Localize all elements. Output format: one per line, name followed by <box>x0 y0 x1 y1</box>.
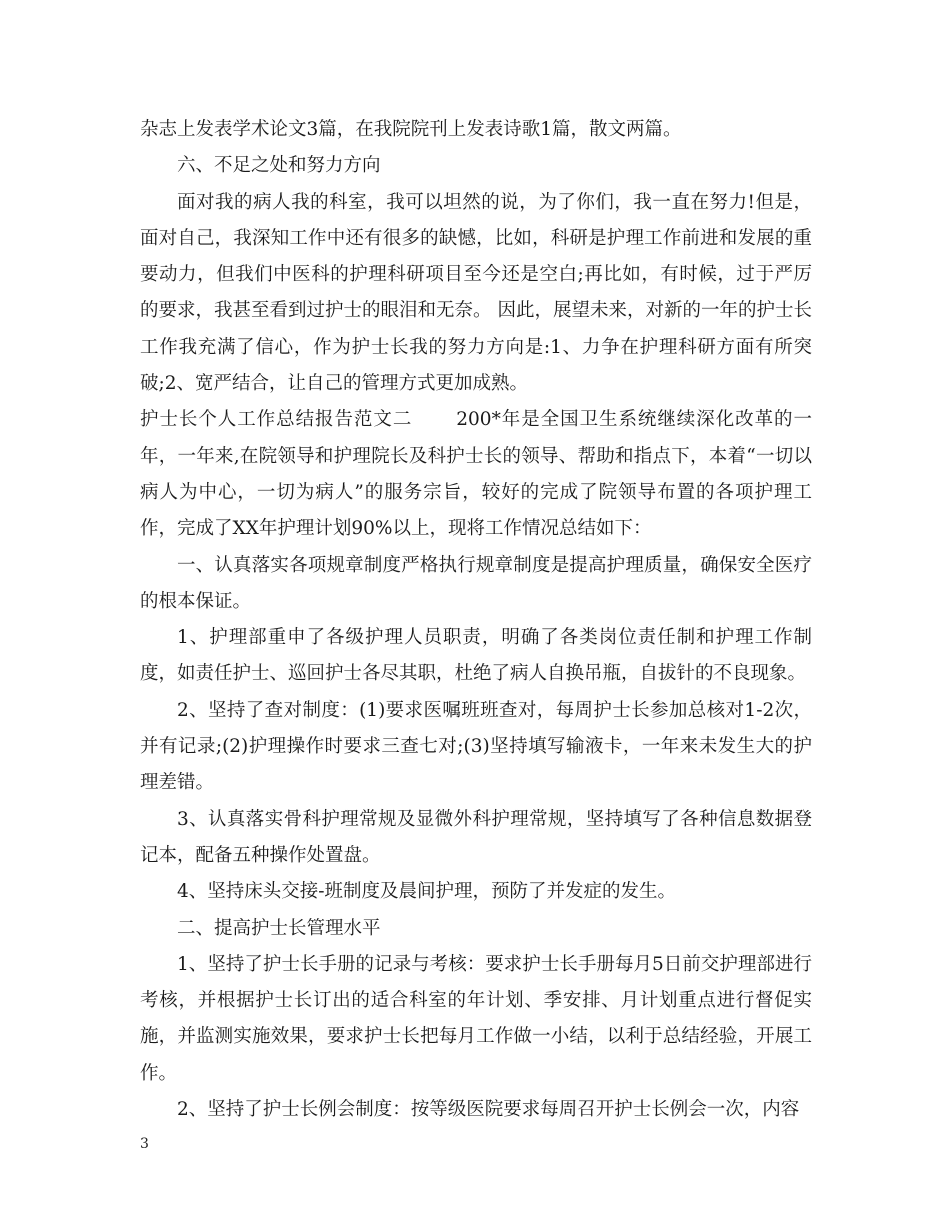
paragraph: 1、护理部重申了各级护理人员职责，明确了各类岗位责任制和护理工作制度，如责任护士、巡回护士各尽其职，杜绝了病人自换吊瓶，自拔针的不良现象。 <box>140 627 812 685</box>
paragraph: 面对我的病人我的科室，我可以坦然的说，为了你们，我一直在努力!但是，面对自己，我深知工作中还有很多的缺憾，比如，科研是护理工作前进和发展的重要动力，但我们中医科的护理科研项目至今还是空白;再比如，有时候，过于严厉的要求，我甚至看到过护士的眼泪和无奈。 因此，展望未来，对新的一年的护士长工作我充满了信心，作为护士长我的努力方向是:1、力争在护理科研方面有所突破;2、宽严结合，让自己的管理方式更加成熟。 <box>140 191 812 395</box>
paragraph: 1、坚持了护士长手册的记录与考核：要求护士长手册每月5日前交护理部进行考核，并根据护士长订出的适合科室的年计划、季安排、月计划重点进行督促实施，并监测实施效果，要求护士长把每月工作做一小结，以利于总结经验，开展工作。 <box>140 953 812 1084</box>
report-intro-text: 200*年是全国卫生系统继续深化改革的一年，一年来,在院领导和护理院长及科护士长的领导、帮助和指点下，本着“一切以病人为中心，一切为病人”的服务宗旨，较好的完成了院领导布置的各项护理工作，完成了XX年护理计划90%以上，现将工作情况总结如下： <box>140 409 812 540</box>
section-heading: 六、不足之处和努力方向 <box>177 155 381 177</box>
document-body <box>140 112 812 1128</box>
report-title: 护士长个人工作总结报告范文二 <box>140 409 413 431</box>
paragraph: 4、坚持床头交接-班制度及晨间护理，预防了并发症的发生。 <box>177 881 677 903</box>
paragraph: 3、认真落实骨科护理常规及显微外科护理常规，坚持填写了各种信息数据登记本，配备五种操作处置盘。 <box>140 808 812 866</box>
paragraph: 杂志上发表学术论文3篇，在我院院刊上发表诗歌1篇，散文两篇。 <box>140 119 682 140</box>
section-heading: 二、提高护士长管理水平 <box>177 917 381 939</box>
paragraph-report-intro <box>140 402 812 547</box>
section-heading: 一、认真落实各项规章制度严格执行规章制度是提高护理质量，确保安全医疗的根本保证。 <box>140 554 812 612</box>
paragraph: 2、坚持了护士长例会制度：按等级医院要求每周召开护士长例会一次，内容 <box>177 1099 800 1121</box>
paragraph: 2、坚持了查对制度：(1)要求医嘱班班查对，每周护士长参加总核对1-2次，并有记录;(2)护理操作时要求三查七对;(3)坚持填写输液卡，一年来未发生大的护理差错。 <box>140 699 812 794</box>
page-number: 3 <box>140 1136 149 1152</box>
